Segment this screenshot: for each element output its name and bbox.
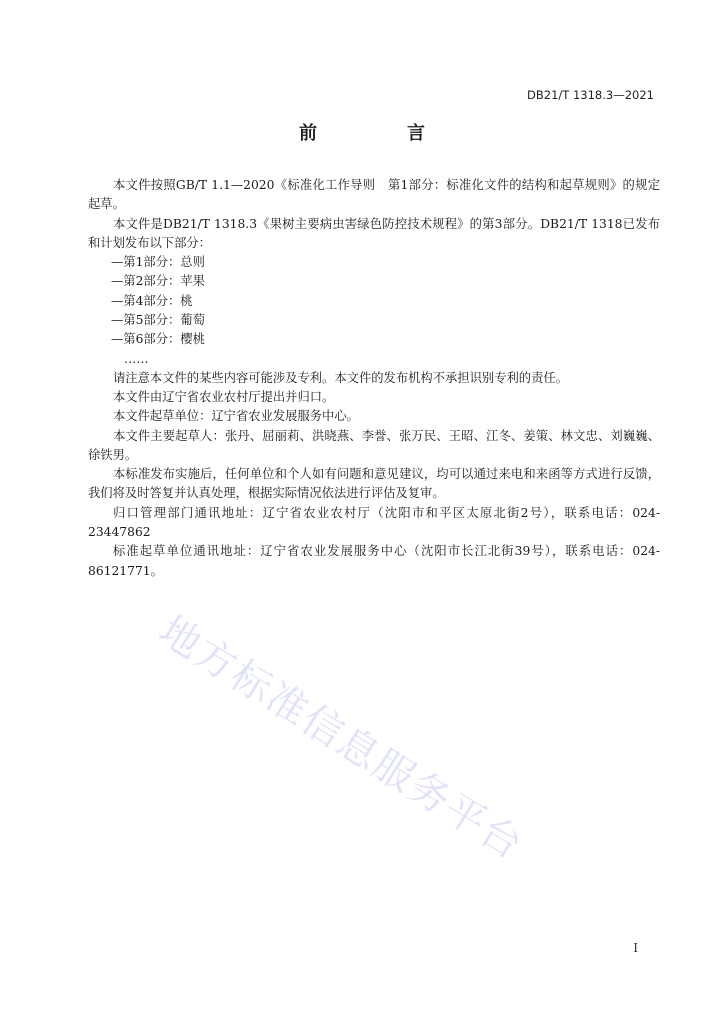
list-ellipsis: …… — [124, 351, 149, 366]
list-item: —第1部分：总则 — [111, 255, 205, 270]
paragraph-drafters: 本文件主要起草人：张丹、屈丽莉、洪晓燕、李誉、张万民、王昭、江冬、姜策、林文忠、刘巍巍、徐铁男。 — [88, 428, 660, 462]
paragraph-drafting-basis: 本文件按照GB/T 1.1—2020《标准化工作导则 第1部分：标准化文件的结构和起草规则》的规定起草。 — [88, 178, 660, 212]
paragraph-patent-notice: 请注意本文件的某些内容可能涉及专利。本文件的发布机构不承担识别专利的责任。 — [113, 370, 568, 385]
list-item: —第4部分：桃 — [111, 293, 193, 308]
paragraph-drafter-address: 标准起草单位通讯地址：辽宁省农业发展服务中心（沈阳市长江北街39号），联系电话：024-86121771。 — [88, 544, 660, 578]
watermark: 地方标准信息服务平台 — [150, 607, 532, 870]
paragraph-drafting-unit: 本文件起草单位：辽宁省农业发展服务中心。 — [113, 409, 359, 424]
paragraph-feedback: 本标准发布实施后，任何单位和个人如有问题和意见建议，均可以通过来电和来函等方式进行反馈，我们将及时答复并认真处理，根据实际情况依法进行评估及复审。 — [88, 467, 660, 501]
paragraph-proposer: 本文件由辽宁省农业农村厅提出并归口。 — [113, 389, 335, 404]
paragraph-series-info: 本文件是DB21/T 1318.3《果树主要病虫害绿色防控技术规程》的第3部分。DB21/T 1318已发布和计划发布以下部分： — [88, 216, 660, 250]
paragraph-authority-address: 归口管理部门通讯地址：辽宁省农业农村厅（沈阳市和平区太原北街2号），联系电话：024-23447862 — [88, 505, 660, 540]
list-item: —第5部分：葡萄 — [111, 313, 205, 328]
document-code: DB21/T 1318.3—2021 — [527, 88, 654, 102]
page-title: 前 言 — [299, 123, 461, 144]
foreword-body — [88, 176, 660, 581]
list-item: —第2部分：苹果 — [111, 274, 205, 289]
page-number: I — [633, 941, 638, 955]
list-item: —第6部分：樱桃 — [111, 332, 205, 347]
